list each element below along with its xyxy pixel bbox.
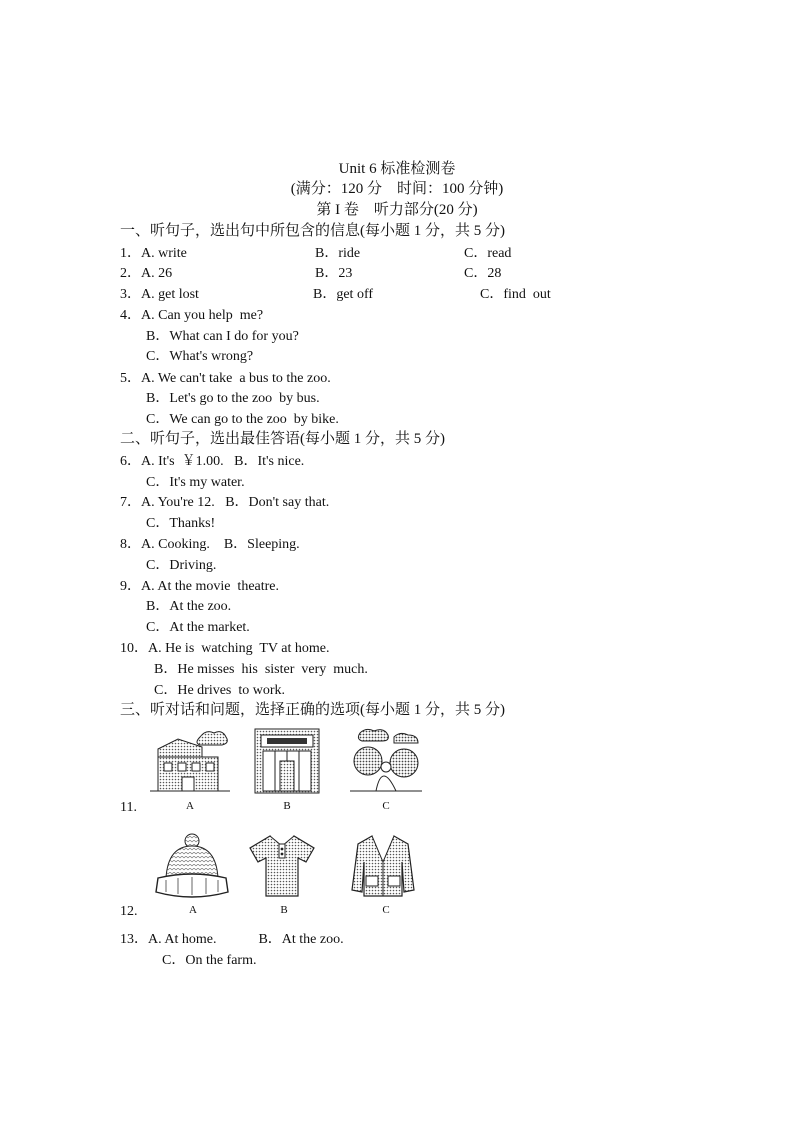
q9-option-b: B．At the zoo.	[146, 599, 232, 614]
q8-option-c: C．Driving.	[146, 558, 217, 573]
q11-number: 11.	[120, 800, 137, 815]
q5-option-a: 5．A. We can't take a bus to the zoo.	[120, 371, 331, 386]
q5-option-b: B．Let's go to the zoo by bus.	[146, 391, 320, 406]
q3-option-b: B．get off	[313, 287, 374, 302]
polo-shirt-image	[246, 832, 318, 900]
q10-option-b: B．He misses his sister very much.	[154, 662, 368, 677]
q5-option-c: C．We can go to the zoo by bike.	[146, 412, 339, 427]
section2-title: 二、听句子，选出最佳答语(每小题 1 分，共 5 分)	[120, 431, 445, 447]
shop-entrance-image	[253, 727, 321, 795]
q9-option-c: C．At the market.	[146, 620, 250, 635]
q1-option-c: C．read	[464, 246, 512, 261]
q4-option-b: B．What can I do for you?	[146, 329, 299, 344]
exam-meta: (满分：120 分 时间：100 分钟)	[290, 181, 504, 197]
knit-hat-image	[152, 832, 232, 900]
q13-options-ab: 13．A. At home. B．At the zoo.	[120, 932, 344, 947]
q4-option-a: 4．A. Can you help me?	[120, 308, 264, 323]
building-image	[150, 727, 230, 795]
exam-title: Unit 6 标准检测卷	[338, 161, 456, 177]
q6-options-ab: 6．A. It's ￥1.00. B．It's nice.	[120, 454, 305, 469]
q12-number: 12.	[120, 904, 138, 919]
q3-option-c: C．find out	[480, 287, 551, 302]
q6-option-c: C．It's my water.	[146, 475, 245, 490]
q7-option-c: C．Thanks!	[146, 516, 216, 531]
q2-option-b: B．23	[315, 266, 353, 281]
section1-title: 一、听句子，选出句中所包含的信息(每小题 1 分，共 5 分)	[120, 223, 505, 239]
q11-label-b: B	[283, 800, 291, 812]
q12-label-b: B	[280, 904, 288, 916]
q2-option-c: C．28	[464, 266, 502, 281]
q3-option-a: 3．A. get lost	[120, 287, 199, 302]
q13-option-c: C．On the farm.	[162, 953, 257, 968]
q11-label-c: C	[382, 800, 390, 812]
q12-label-c: C	[382, 904, 390, 916]
q7-options-ab: 7．A. You're 12. B．Don't say that.	[120, 495, 330, 510]
q9-option-a: 9．A. At the movie theatre.	[120, 579, 280, 594]
q11-label-a: A	[186, 800, 194, 812]
q8-options-ab: 8．A. Cooking. B．Sleeping.	[120, 537, 300, 552]
q2-option-a: 2．A. 26	[120, 266, 173, 281]
q12-label-a: A	[189, 904, 197, 916]
q10-option-a: 10．A. He is watching TV at home.	[120, 641, 330, 656]
q1-option-b: B．ride	[315, 246, 361, 261]
part-heading: 第 I 卷 听力部分(20 分)	[316, 202, 478, 218]
section3-title: 三、听对话和问题，选择正确的选项(每小题 1 分，共 5 分)	[120, 702, 505, 718]
park-image	[350, 727, 422, 795]
q10-option-c: C．He drives to work.	[154, 683, 286, 698]
q4-option-c: C．What's wrong?	[146, 349, 254, 364]
jacket-image	[350, 832, 416, 900]
q1-option-a: 1．A. write	[120, 246, 187, 261]
